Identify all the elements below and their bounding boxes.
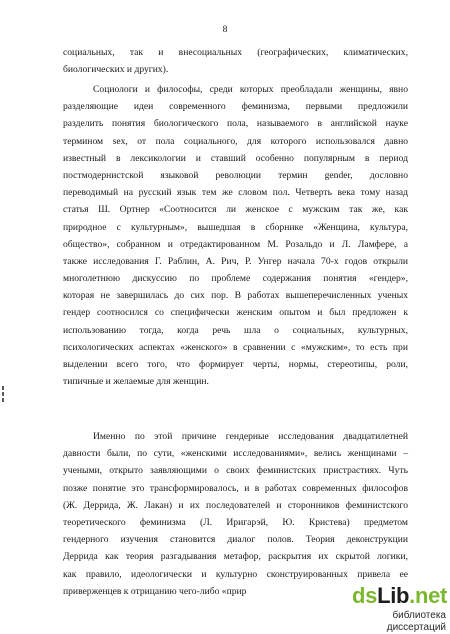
text-line: гендер соотносился со специфически женским опытом и был предложен к bbox=[63, 307, 408, 319]
text-line: как правило, идеологически и культурно сконструированных привела ее bbox=[63, 568, 408, 580]
text-line: статья Ш. Ортнер «Соотносится ли женское с мужским так же, как bbox=[63, 204, 408, 216]
text-line: учеными, открыто заявляющими о своих феминистских пристрастиях. Чуть bbox=[63, 465, 408, 477]
text-line: теоретического феминизма (Л. Иригарэй, Ю. Кристева) предметом bbox=[63, 516, 408, 528]
text-line: разделить понятия биологического пола, называемого в английской науке bbox=[63, 118, 408, 130]
dslib-watermark[interactable] bbox=[334, 583, 448, 633]
text-line: которая не завершилась до сих пор. В работах вышеперечисленных ученых bbox=[63, 290, 408, 302]
text-line: известный в лексикологии и ставший особенно популярным в период bbox=[63, 152, 408, 164]
text-line: общество», собранном и отредактированном М. Розальдо и Л. Ламфере, а bbox=[63, 238, 408, 250]
logo-lib: Lib bbox=[377, 583, 410, 608]
text-line: типичные и желаемые для женщин. bbox=[63, 376, 209, 388]
text-line: разделяющие идеи современного феминизма, первыми предложили bbox=[63, 101, 408, 113]
text-line: (Ж. Деррида, Ж. Лакан) и их последователей и сторонников феминистского bbox=[63, 499, 408, 511]
text-line: природное с культурным», вышедшая в сборнике «Женщина, культура, bbox=[63, 221, 408, 233]
paragraph-1 bbox=[63, 44, 408, 78]
text-line: термином sex, от пола социального, для которого использовался давно bbox=[63, 135, 408, 147]
text-line: социальных, так и внесоциальных (географических, климатических, bbox=[63, 47, 408, 58]
margin-mark bbox=[2, 386, 4, 390]
text-line: переводимый на русский язык тем же словом пол. Четверть века тому назад bbox=[63, 187, 408, 199]
text-line: Социологи и философы, среди которых преобладали женщины, явно bbox=[93, 84, 408, 95]
logo-net: .net bbox=[409, 583, 448, 608]
watermark-subtitle: библиотека диссертаций bbox=[386, 610, 446, 633]
text-line: выделении всего того, что формирует черты, нормы, стереотипы, роли, bbox=[63, 359, 408, 370]
text-line: многолетнюю дискуссию по проблеме содержания понятия «гендер», bbox=[63, 273, 408, 285]
logo-ds: ds bbox=[352, 583, 378, 608]
margin-mark bbox=[2, 392, 4, 396]
paragraph-3 bbox=[63, 428, 408, 600]
paragraph-2 bbox=[63, 81, 408, 390]
text-line: давности были, по сути, «женскими исследованиями», велись женщинами – bbox=[63, 448, 408, 460]
text-line: использованию тогда, когда речь шла о социальных, культурных, bbox=[63, 324, 408, 336]
margin-mark bbox=[2, 398, 4, 402]
text-line: также исследования Г. Раблин, А. Рич, Р. Унгер начала 70-х годов открыли bbox=[63, 255, 408, 267]
dslib-logo bbox=[352, 583, 447, 609]
text-line: гендерного изучения становится диалог полов. Теория деконструкции bbox=[63, 534, 408, 546]
text-line: постмодернистской языковой революции термин gender, дословно bbox=[63, 169, 408, 181]
page-number: 8 bbox=[222, 25, 228, 35]
text-line: приверженцев к отрицанию чего-либо «прир bbox=[63, 585, 247, 597]
text-line: Именно по этой причине гендерные исследования двадцатилетней bbox=[93, 431, 408, 442]
text-line: Деррида как теория разгадывания метафор, раскрытия их скрытой логики, bbox=[63, 551, 408, 563]
margin-marks bbox=[2, 386, 7, 404]
text-line: биологических и других). bbox=[63, 64, 169, 76]
text-line: позже понятие это трансформировалось, и в работах современных философов bbox=[63, 482, 408, 494]
text-line: психологических аспектах «женского» в сравнении с «мужским», то есть при bbox=[63, 341, 408, 353]
